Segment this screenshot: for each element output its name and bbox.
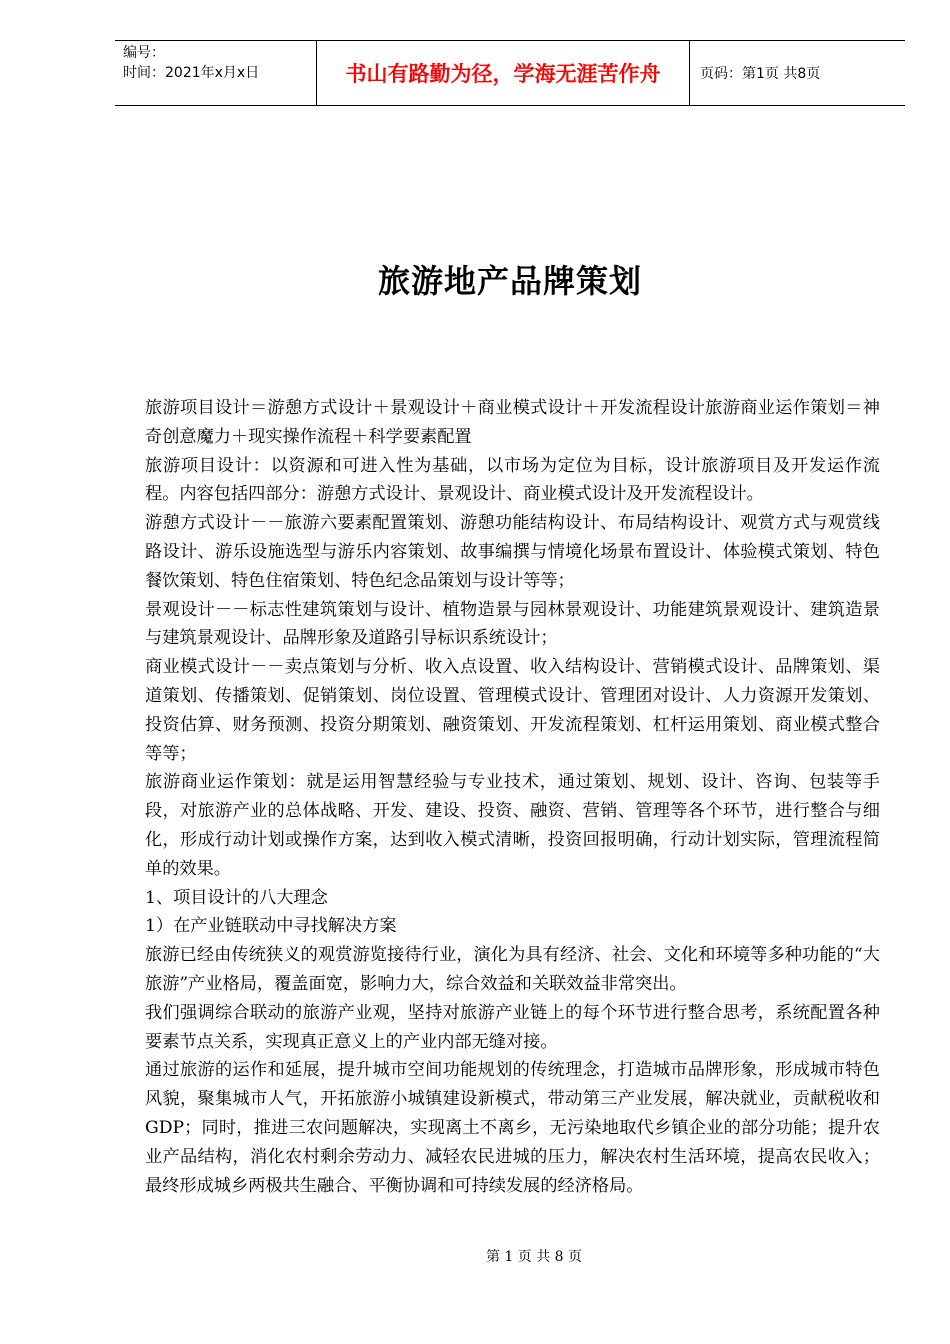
paragraph: 景观设计－－标志性建筑策划与设计、植物造景与园林景观设计、功能建筑景观设计、建筑造景与建筑景观设计、品牌形象及道路引导标识系统设计； — [145, 599, 880, 649]
subsection-heading: 1）在产业链联动中寻找解决方案 — [145, 916, 397, 937]
page-footer: 第 1 页 共 8 页 — [485, 1249, 583, 1265]
header-page-info: 页码：第1页 共8页 — [700, 66, 821, 82]
header-meta — [115, 41, 316, 105]
paragraph: 旅游项目设计＝游憩方式设计＋景观设计＋商业模式设计＋开发流程设计旅游商业运作策划＝神奇创意魔力＋现实操作流程＋科学要素配置 — [145, 398, 880, 447]
section-heading: 1、项目设计的八大理念 — [145, 887, 328, 908]
paragraph: 旅游已经由传统狭义的观赏游览接待行业，演化为具有经济、社会、文化和环境等多种功能的“大旅游”产业格局，覆盖面宽，影响力大，综合效益和关联效益非常突出。 — [145, 945, 880, 994]
document-time: 时间：2021年x月x日 — [123, 65, 260, 81]
document-title: 旅游地产品牌策划 — [377, 262, 642, 300]
paragraph: 通过旅游的运作和延展，提升城市空间功能规划的传统理念，打造城市品牌形象，形成城市特色风貌，聚集城市人气，开拓旅游小城镇建设新模式，带动第三产业发展，解决就业，贡献税收和GDP；同时，推进三农问题解决，实现离土不离乡，无污染地取代乡镇企业的部分功能；提升农业产品结构，消化农村剩余劳动力、减轻农民进城的压力，解决农村生活环境，提高农民收入；最终形成城乡两极共生融合、平衡协调和可持续发展的经济格局。 — [145, 1060, 880, 1196]
header-table — [115, 40, 905, 106]
document-body — [145, 394, 880, 1200]
header-motto: 书山有路勤为径，学海无涯苦作舟 — [316, 41, 690, 105]
paragraph: 我们强调综合联动的旅游产业观，坚持对旅游产业链上的每个环节进行整合思考，系统配置各种要素节点关系，实现真正意义上的产业内部无缝对接。 — [145, 1002, 880, 1052]
paragraph: 旅游项目设计：以资源和可进入性为基础，以市场为定位为目标，设计旅游项目及开发运作流程。内容包括四部分：游憩方式设计、景观设计、商业模式设计及开发流程设计。 — [145, 455, 880, 505]
paragraph: 旅游商业运作策划：就是运用智慧经验与专业技术，通过策划、规划、设计、咨询、包装等手段，对旅游产业的总体战略、开发、建设、投资、融资、营销、管理等各个环节，进行整合与细化，形成行动计划或操作方案，达到收入模式清晰，投资回报明确，行动计划实际，管理流程简单的效果。 — [145, 772, 880, 879]
paragraph: 游憩方式设计－－旅游六要素配置策划、游憩功能结构设计、布局结构设计、观赏方式与观赏线路设计、游乐设施选型与游乐内容策划、故事编撰与情境化场景布置设计、体验模式策划、特色餐饮策划、特色住宿策划、特色纪念品策划与设计等等； — [145, 513, 880, 591]
paragraph: 商业模式设计－－卖点策划与分析、收入点设置、收入结构设计、营销模式设计、品牌策划、渠道策划、传播策划、促销策划、岗位设置、管理模式设计、管理团对设计、人力资源开发策划、投资估算、财务预测、投资分期策划、融资策划、开发流程策划、杠杆运用策划、商业模式整合等等； — [145, 657, 880, 764]
document-number: 编号： — [123, 45, 165, 61]
